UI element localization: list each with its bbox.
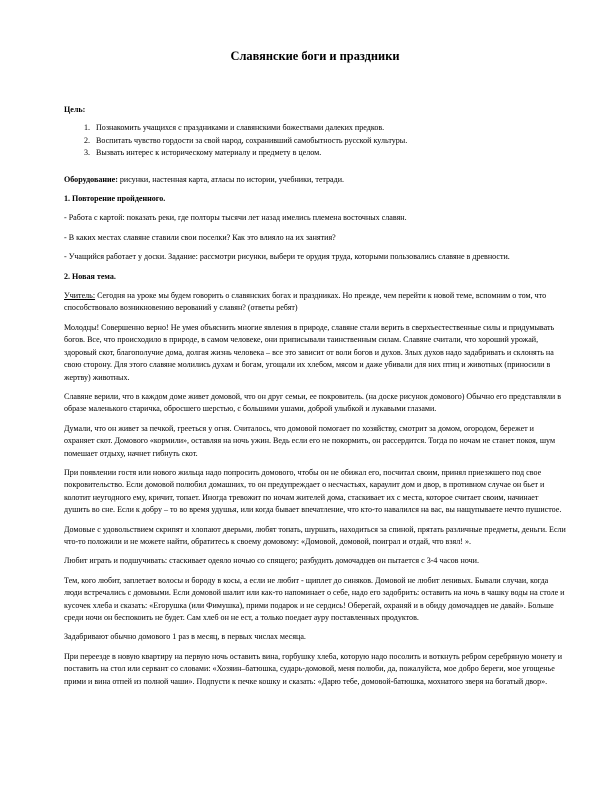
goal-item: 3. Вызвать интерес к историческому материалу и предмету в целом. xyxy=(92,147,566,159)
teacher-text: Сегодня на уроке мы будем говорить о славянских богах и праздниках. Но прежде, чем перейти к новой теме, вспомним о том, что способствовало возникновению верований у славян? (ответы ребят) xyxy=(64,291,547,313)
body-paragraph: Любит играть и подшучивать: стаскивает одеяло ночью со спящего; разбудить домочадцев он пытается с 3-4 часов ночи. xyxy=(64,556,479,566)
equipment-text: рисунки, настенная карта, атласы по истории, учебники, тетради. xyxy=(117,174,345,184)
goal-label: Цель: xyxy=(64,105,86,114)
body-paragraph: Молодцы! Совершенно верно! Не умея объяснить многие явления в природе, славяне стали верить в сверхъестественные силы и придумывать богов. Все, что происходило в природе, в самом человеке, они приписывали таинственным силам. Славяне считали, что хороший урожай, здоровый скот, благополучие дома, долгая жизнь человека – все это зависит от воли богов и духов. Злых духов надо задабривать и склонять на свою сторону. Для этого славяне молились духам и богам, угощали их хлебом, мясом и даже убивали для них птиц и животных (приносили в жертву) животных. xyxy=(64,322,555,382)
body-paragraph: Тем, кого любит, заплетает волосы и бороду в косы, а если не любит - щиплет до синяков. Домовой не любит ленивых. Бывали случаи, когда люди встречались с домовыми. Если домовой шалит или как-то напоминает о себе, надо его задобрить: оставить на ночь в чашку воды на столе и кусочек хлеба и сказать: «Егорушка (или Фимушка), прими подарок и не сердись! Оберегай, охраняй и в обиду домочадцев не давай». Больше среди ночи он беспокоить не будет. Сам хлеб он не ест, а только поедает ауру поставленных продуктов. xyxy=(64,575,565,622)
goal-item: 2. Воспитать чувство гордости за свой народ, сохранивший самобытность русской культуры. xyxy=(92,135,566,147)
document-title: Славянские боги и праздники xyxy=(230,49,400,63)
equipment-label: Оборудование: xyxy=(64,174,118,184)
body-paragraph: При появлении гостя или нового жильца надо попросить домового, чтобы он не обижал его, посчитал своим, принял приезжшего под свое покровительство. Если домовой полюбил домашних, то он предупреждает о несчастьях, караулит дом и двор, в противном случае он бьет и колотит неугодного ему, кричит, топает. Иногда тревожит по ночам жителей дома, стаскивает их с места, которое считает своим, начинает душить во сне. Если к добру – то во время удушья, или когда бывает впечатление, что кто-то навалился на вас, вы нащупываете нечто пушистое. xyxy=(64,467,562,515)
body-paragraph: Домовые с удовольствием скрипят и хлопают дверьми, любят топать, шуршать, находиться за спиной, прятать различные предметы, деньги. Если что-то положили и не можете найти, обратитесь к своему домовому: «Домовой, домовой, поиграл и отдай, что взял! ». xyxy=(64,524,566,546)
body-paragraph: Думали, что он живет за печкой, грееться у огня. Считалось, что домовой помогает по хозяйству, смотрит за домом, огородом, бережет и охраняет скот. Домового «кормили», оставляя на ночь ужин. Ведь если его не покормить, он рассердится. Тогда по ночам не станет покоя, шум помешает отдыху, начнет гибнуть скот. xyxy=(64,423,556,458)
section1-paragraph: - Работа с картой: показать реки, где полторы тысячи лет назад имелись племена восточных славян. xyxy=(64,213,407,223)
equipment-paragraph xyxy=(64,174,566,186)
teacher-label: Учитель: xyxy=(64,291,96,301)
section1-heading: 1. Повторение пройденного. xyxy=(64,194,166,204)
teacher-paragraph xyxy=(64,290,566,315)
body-paragraph: Задабривают обычно домового 1 раз в месяц, в первых числах месяца. xyxy=(64,632,306,642)
section2-heading: 2. Новая тема. xyxy=(64,271,116,281)
section1-paragraph: - Учащийся работает у доски. Задание: рассмотри рисунки, выбери те орудия труда, которыми пользовались славяне в древности. xyxy=(64,252,510,262)
body-paragraph: Славяне верили, что в каждом доме живет домовой, что он друг семьи, ее покровитель. (на доске рисунок домового) Обычно его представляли в образе маленького старичка, обросшего шерстью, с большими ушами, доброй улыбкой и лукавыми глазами. xyxy=(64,391,562,414)
goal-item: 1. Познакомить учащихся с праздниками и славянскими божествами далеких предков. xyxy=(92,122,566,134)
goal-list xyxy=(64,122,566,159)
section1-paragraph: - В каких местах славяне ставили свои поселки? Как это влияло на их занятия? xyxy=(64,232,336,242)
body-paragraph: При переезде в новую квартиру на первую ночь оставить вина, горбушку хлеба, которую надо посолить и воткнуть ребром серебряную монету и поставить на стол или сервант со словами: «Хозяин–батюшка, сударь-домовой, меня полюби, да, пожалуйста, мое добро береги, мое угощенье прими и вина отпей из полной чаши». Подпусти к печке кошку и сказать: «Дарю тебе, домовой-батюшка, мохнатого зверя на богатый двор». xyxy=(64,651,563,686)
